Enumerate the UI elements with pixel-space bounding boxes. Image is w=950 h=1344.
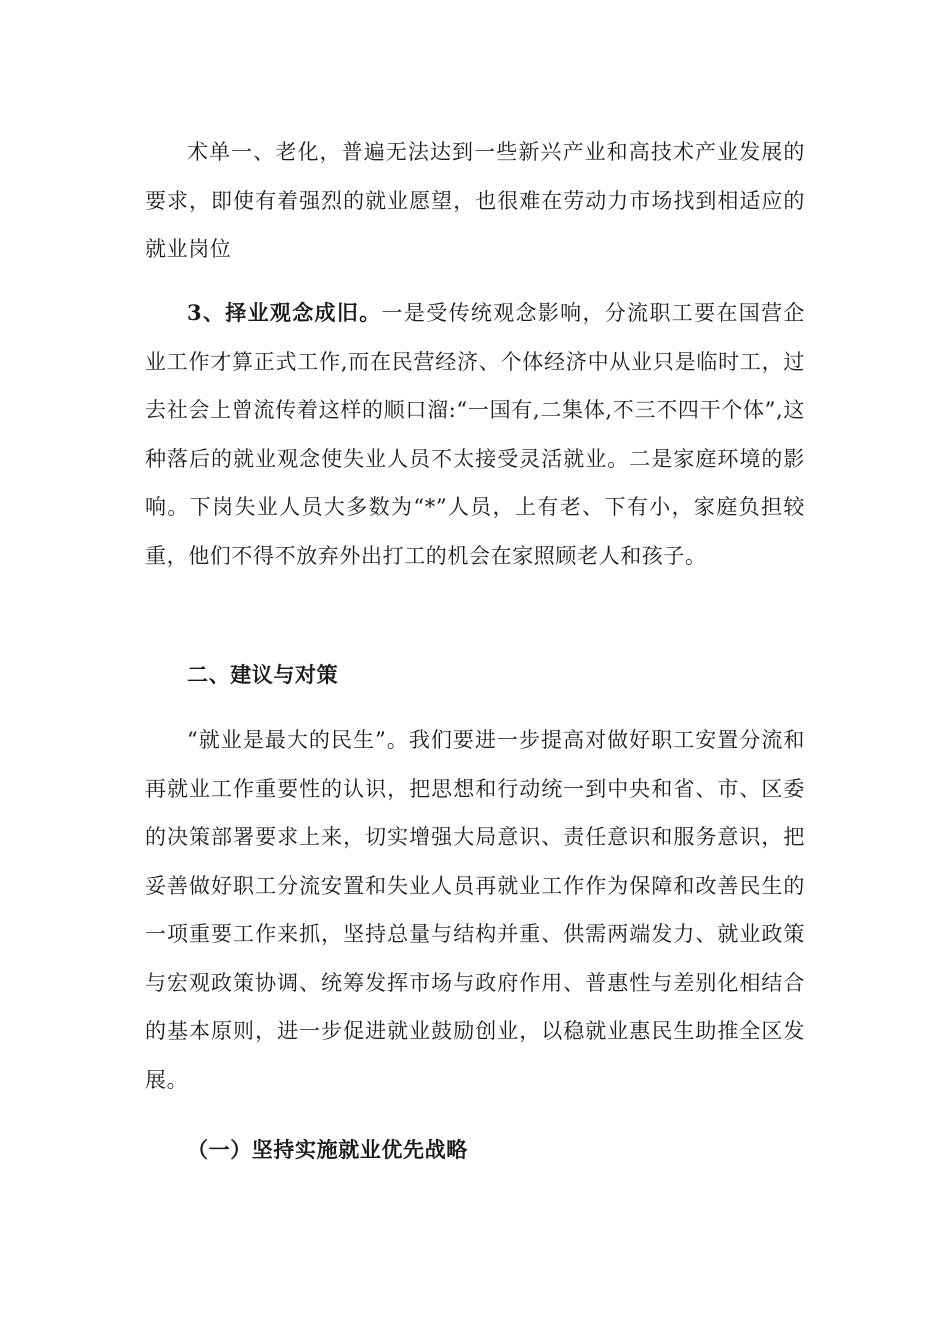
paragraph-body-text: 一是受传统观念影响，分流职工要在国营企业工作才算正式工作,而在民营经济、个体经济中从业只是临时工，过去社会上曾流传着这样的顺口溜:“一国有,二集体,不三不四干个体”,这种落后的就业观念使失业人员不太接受灵活就业。二是家庭环境的影响。下岗失业人员大多数为“*”人员，上有老、下有小，家庭负担较重，他们不得不放弃外出打工的机会在家照顾老人和孩子。: [145, 301, 805, 568]
section-heading-suggestions: 二、建议与对策: [187, 662, 339, 687]
paragraph-employment-livelihood: “就业是最大的民生”。我们要进一步提高对做好职工安置分流和再就业工作重要性的认识，把思想和行动统一到中央和省、市、区委的决策部署要求上来，切实增强大局意识、责任意识和服务意识，把妥善做好职工分流安置和失业人员再就业工作作为保障和改善民生的一项重要工作来抓，坚持总量与结构并重、供需两端发力、就业政策与宏观政策协调、统筹发挥市场与政府作用、普惠性与差别化相结合的基本原则，进一步促进就业鼓励创业，以稳就业惠民生助推全区发展。: [145, 728, 805, 1092]
paragraph-employment-concept: [145, 289, 805, 580]
subsection-heading-employment-priority: （一）坚持实施就业优先战略: [187, 1137, 468, 1162]
paragraph-skills-mismatch: 术单一、老化，普遍无法达到一些新兴产业和高技术产业发展的要求，即使有着强烈的就业愿望，也很难在劳动力市场找到相适应的就业岗位: [145, 140, 805, 261]
paragraph-lead-title: 3、择业观念成旧。: [187, 300, 382, 325]
